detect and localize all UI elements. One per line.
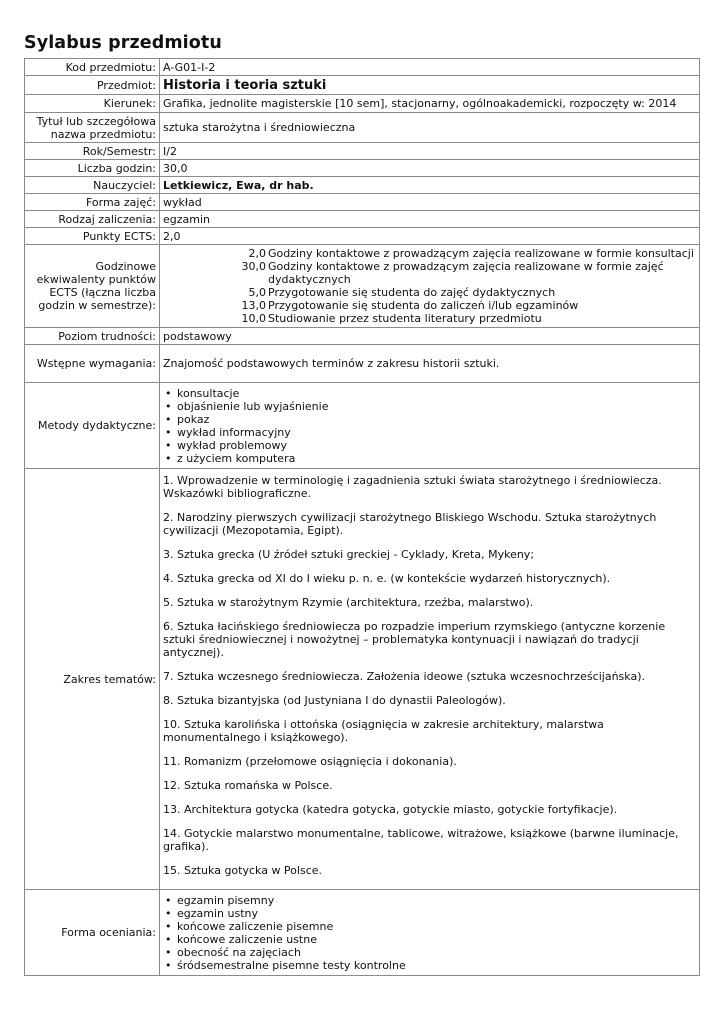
row-przedmiot: [25, 76, 700, 95]
nauczyciel-label: Nauczyciel:: [25, 177, 160, 194]
syllabus-table: [24, 58, 700, 976]
poziom-value: podstawowy: [160, 328, 700, 345]
topic-item: 1. Wprowadzenie w terminologię i zagadnienia sztuki świata starożytnego i średniowiecza. Wskazówki bibliograficzne.: [163, 474, 662, 500]
metody-list: [163, 387, 696, 465]
hours-value: 10,0: [241, 312, 266, 325]
topic-item: 3. Sztuka grecka (U źródeł sztuki greckiej - Cyklady, Kreta, Mykeny;: [163, 548, 535, 561]
ocenianie-list: [163, 894, 696, 972]
row-poziom: [25, 328, 700, 345]
kierunek-label: Kierunek:: [25, 95, 160, 113]
hours-item: [163, 312, 696, 325]
godziny-label: Liczba godzin:: [25, 160, 160, 177]
row-kod: [25, 59, 700, 76]
list-item: • z użyciem komputera: [163, 452, 696, 465]
hours-description: Studiowanie przez studenta literatury przedmiotu: [268, 312, 542, 325]
forma-label: Forma zajęć:: [25, 194, 160, 211]
hours-value: 30,0: [241, 260, 266, 273]
metody-label: Metody dydaktyczne:: [25, 383, 160, 469]
ects-value: 2,0: [160, 228, 700, 245]
row-ects: [25, 228, 700, 245]
row-forma: [25, 194, 700, 211]
topic-item: 14. Gotyckie malarstwo monumentalne, tablicowe, witrażowe, książkowe (barwne iluminacje, grafika).: [163, 827, 679, 853]
topic-item: 13. Architektura gotycka (katedra gotycka, gotyckie miasto, gotyckie fortyfikacje).: [163, 803, 618, 816]
kod-value: A-G01-I-2: [160, 59, 700, 76]
nauczyciel-value: Letkiewicz, Ewa, dr hab.: [160, 177, 700, 194]
row-tytul: [25, 113, 700, 143]
topic-item: 4. Sztuka grecka od XI do I wieku p. n. e. (w kontekście wydarzeń historycznych).: [163, 572, 611, 585]
hours-value: 2,0: [248, 247, 266, 260]
list-item: • wykład problemowy: [163, 439, 696, 452]
tytul-value: sztuka starożytna i średniowieczna: [160, 113, 700, 143]
kierunek-value: Grafika, jednolite magisterskie [10 sem], stacjonarny, ogólnoakademicki, rozpoczęty w: 2014: [160, 95, 700, 113]
zaliczenie-value: egzamin: [160, 211, 700, 228]
forma-value: wykład: [160, 194, 700, 211]
hours-item: [163, 299, 696, 312]
list-item: • wykład informacyjny: [163, 426, 696, 439]
ects-label: Punkty ECTS:: [25, 228, 160, 245]
wymagania-label: Wstępne wymagania:: [25, 345, 160, 383]
hours-item: [163, 260, 696, 286]
hours-description: Godziny kontaktowe z prowadzącym zajęcia realizowane w formie konsultacji: [268, 247, 694, 260]
topic-item: 5. Sztuka w starożytnym Rzymie (architektura, rzeźba, malarstwo).: [163, 596, 534, 609]
kod-label: Kod przedmiotu:: [25, 59, 160, 76]
metody-cell: [160, 383, 700, 469]
przedmiot-label: Przedmiot:: [25, 76, 160, 95]
row-zaliczenie: [25, 211, 700, 228]
topic-item: 6. Sztuka łacińskiego średniowiecza po rozpadzie imperium rzymskiego (antyczne korzenie sztuki średniowiecznej i nowożytnej – problematyka kontynuacji i nawiązań do tradycji antycznej).: [163, 620, 666, 659]
ekwiwalenty-label: Godzinowe ekwiwalenty punktów ECTS (łączna liczba godzin w semestrze):: [25, 245, 160, 328]
topic-item: 7. Sztuka wczesnego średniowiecza. Założenia ideowe (sztuka wczesnochrześcijańska).: [163, 670, 645, 683]
zakres-cell: [160, 469, 700, 890]
ocenianie-cell: [160, 890, 700, 976]
row-ocenianie: [25, 890, 700, 976]
hours-description: Przygotowanie się studenta do zajęć dydaktycznych: [268, 286, 556, 299]
topic-item: 11. Romanizm (przełomowe osiągnięcia i dokonania).: [163, 755, 457, 768]
list-item: • obecność na zajęciach: [163, 946, 696, 959]
ekwiwalenty-list: [160, 245, 700, 328]
row-rok: [25, 143, 700, 160]
row-nauczyciel: [25, 177, 700, 194]
wymagania-value: Znajomość podstawowych terminów z zakresu historii sztuki.: [160, 345, 700, 383]
topic-item: 10. Sztuka karolińska i ottońska (osiągnięcia w zakresie architektury, malarstwa monumentalnego i książkowego).: [163, 718, 604, 744]
rok-value: I/2: [160, 143, 700, 160]
page-title: Sylabus przedmiotu: [24, 33, 222, 53]
list-item: • objaśnienie lub wyjaśnienie: [163, 400, 696, 413]
zakres-label: Zakres tematów:: [25, 469, 160, 890]
topic-item: 15. Sztuka gotycka w Polsce.: [163, 864, 323, 877]
topic-item: 2. Narodziny pierwszych cywilizacji starożytnego Bliskiego Wschodu. Sztuka starożytnych cywilizacji (Mezopotamia, Egipt).: [163, 511, 657, 537]
hours-value: 5,0: [248, 286, 266, 299]
topic-item: 12. Sztuka romańska w Polsce.: [163, 779, 333, 792]
list-item: • pokaz: [163, 413, 696, 426]
row-ekwiwalenty: [25, 245, 700, 328]
row-metody: [25, 383, 700, 469]
list-item: • śródsemestralne pisemne testy kontrolne: [163, 959, 696, 972]
row-godziny: [25, 160, 700, 177]
tytul-label: Tytuł lub szczegółowa nazwa przedmiotu:: [25, 113, 160, 143]
zaliczenie-label: Rodzaj zaliczenia:: [25, 211, 160, 228]
list-item: • egzamin ustny: [163, 907, 696, 920]
hours-item: [163, 286, 696, 299]
poziom-label: Poziom trudności:: [25, 328, 160, 345]
ocenianie-label: Forma oceniania:: [25, 890, 160, 976]
hours-description: Godziny kontaktowe z prowadzącym zajęcia realizowane w formie zajęć dydaktycznych: [268, 260, 664, 286]
przedmiot-value: Historia i teoria sztuki: [160, 76, 700, 95]
hours-value: 13,0: [241, 299, 266, 312]
row-kierunek: [25, 95, 700, 113]
rok-label: Rok/Semestr:: [25, 143, 160, 160]
list-item: • konsultacje: [163, 387, 696, 400]
list-item: • końcowe zaliczenie pisemne: [163, 920, 696, 933]
list-item: • egzamin pisemny: [163, 894, 696, 907]
row-wymagania: [25, 345, 700, 383]
row-zakres: [25, 469, 700, 890]
topic-item: 8. Sztuka bizantyjska (od Justyniana I do dynastii Paleologów).: [163, 694, 506, 707]
godziny-value: 30,0: [160, 160, 700, 177]
hours-item: [163, 247, 696, 260]
list-item: • końcowe zaliczenie ustne: [163, 933, 696, 946]
hours-description: Przygotowanie się studenta do zaliczeń i/lub egzaminów: [268, 299, 579, 312]
